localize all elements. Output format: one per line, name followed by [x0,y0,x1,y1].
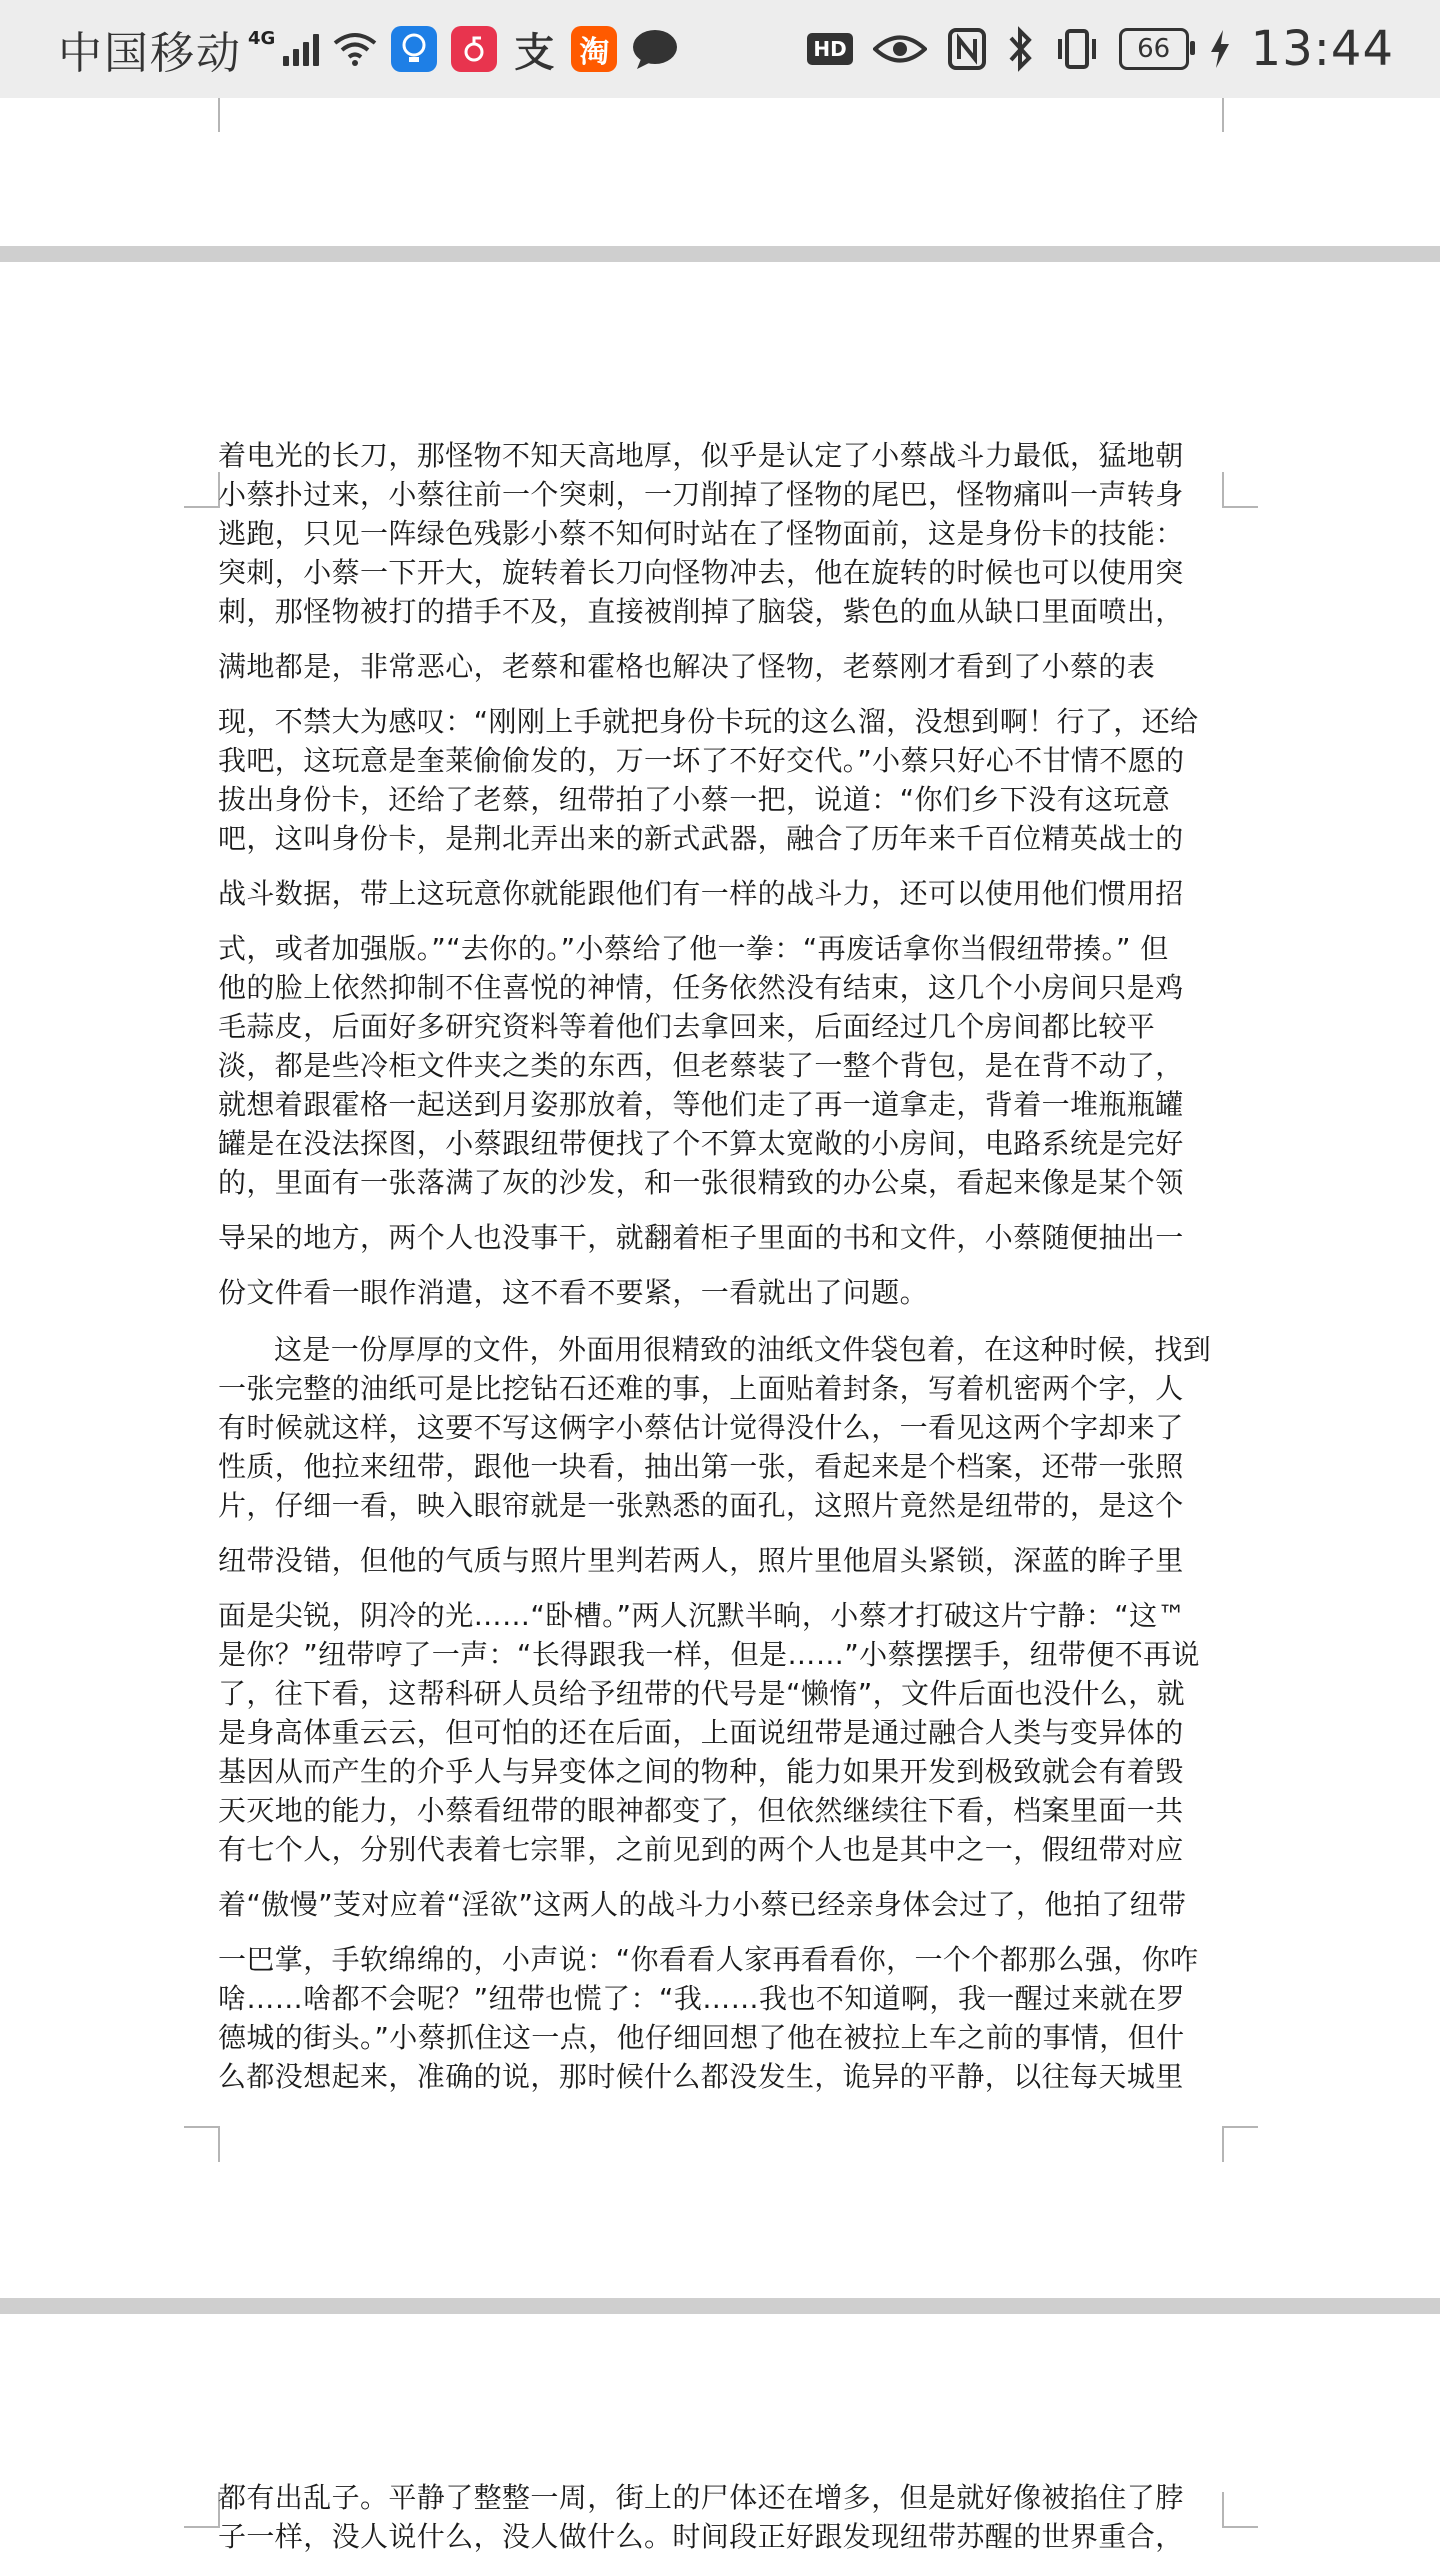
bluetooth-icon [1007,26,1035,72]
text-line: 着“傲慢”芰对应着“淫欲”这两人的战斗力小蔡已经亲身体会过了，他拍了纽带 [218,1888,1187,1921]
text-line: 着电光的长刀，那怪物不知天高地厚，似乎是认定了小蔡战斗力最低，猛地朝 [218,439,1184,472]
text-line: 就想着跟霍格一起送到月姿那放着，等他们走了再一道拿走，背着一堆瓶瓶罐 [218,1088,1184,1121]
text-line: 一巴掌，手软绵绵的，小声说：“你看看人家再看看你，一个个都那么强，你咋 [218,1943,1199,1976]
page-corner-mark [1222,2492,1258,2528]
text-line: 片，仔细一看，映入眼帘就是一张熟悉的面孔，这照片竟然是纽带的，是这个 [218,1489,1184,1522]
network-type-label: 4G [248,27,276,49]
text-line: 都有出乱子。平静了整整一周，街上的尸体还在增多，但是就好像被掐住了脖 [218,2481,1184,2514]
text-line: 是你？”纽带哼了一声：“长得跟我一样，但是……”小蔡摆摆手，纽带便不再说 [218,1638,1200,1671]
page-corner-mark [1222,472,1258,508]
text-line: 毛蒜皮，后面好多研究资料等着他们去拿回来，后面经过几个房间都比较平 [218,1010,1156,1043]
text-line: 式，或者加强版。”“去你的。”小蔡给了他一拳：“再废话拿你当假纽带揍。” 但 [218,932,1169,965]
text-line: 罐是在没法探图，小蔡跟纽带便找了个不算太宽敞的小房间，电路系统是完好 [218,1127,1184,1160]
page-3-text [218,2478,1222,2556]
text-line: 他的脸上依然抑制不住喜悦的神情，任务依然没有结束，这几个小房间只是鸡 [218,971,1184,1004]
vibrate-icon [1055,27,1099,71]
page-2-text [218,436,1222,2096]
text-line: 有时候就这样，这要不写这俩字小蔡估计觉得没什么，一看见这两个字却来了 [218,1411,1184,1444]
carrier-name: 中国移动 [58,28,242,79]
message-app-icon [631,27,679,71]
text-line: 淡，都是些冷柜文件夹之类的东西，但老蔡装了一整个背包，是在背不动了， [218,1049,1184,1082]
page-separator [0,2298,1440,2314]
text-line: 战斗数据，带上这玩意你就能跟他们有一样的战斗力，还可以使用他们惯用招 [218,877,1184,910]
text-line: 小蔡扑过来，小蔡往前一个突刺，一刀削掉了怪物的尾巴，怪物痛叫一声转身 [218,478,1184,511]
text-line: 一张完整的油纸可是比挖钻石还难的事，上面贴着封条，写着机密两个字，人 [218,1372,1184,1405]
hd-voice-badge: HD [807,33,852,65]
status-right-group [807,0,1394,98]
wifi-icon [333,31,377,67]
text-line: 突刺，小蔡一下开大，旋转着长刀向怪物冲去，他在旋转的时候也可以使用突 [218,556,1184,589]
text-line: 啥……啥都不会呢？”纽带也慌了：“我……我也不知道啊，我一醒过来就在罗 [218,1982,1186,2015]
lightbulb-app-icon [391,26,437,72]
status-left-group [58,0,679,98]
music-app-icon [451,26,497,72]
battery-indicator: 66 [1119,28,1189,70]
text-line: 是身高体重云云，但可怕的还在后面，上面说纽带是通过融合人类与变异体的 [218,1716,1184,1749]
text-line: 了，往下看，这帮科研人员给予纽带的代号是“懒惰”，文件后面也没什么，就 [218,1677,1186,1710]
signal-icon [283,32,319,66]
text-line: 满地都是，非常恶心，老蔡和霍格也解决了怪物，老蔡刚才看到了小蔡的表 [218,650,1156,683]
text-line: 有七个人，分别代表着七宗罪，之前见到的两个人也是其中之一，假纽带对应 [218,1833,1184,1866]
text-line: 刺，那怪物被打的措手不及，直接被削掉了脑袋，紫色的血从缺口里面喷出， [218,595,1184,628]
page-corner-mark [184,2126,220,2162]
page-corner-mark [184,98,220,132]
page-corner-mark [184,472,220,508]
text-line: 这是一份厚厚的文件，外面用很精致的油纸文件袋包着，在这种时候，找到 [274,1333,1212,1366]
text-line: 的，里面有一张落满了灰的沙发，和一张很精致的办公桌，看起来像是某个领 [218,1166,1184,1199]
page-separator [0,246,1440,262]
text-line: 份文件看一眼作消遣，这不看不要紧，一看就出了问题。 [218,1276,929,1309]
page-corner-mark [1222,98,1258,132]
charging-bolt-icon [1209,28,1231,70]
page-corner-mark [1222,2126,1258,2162]
text-line: 面是尖锐，阴冷的光……“卧槽。”两人沉默半晌，小蔡才打破这片宁静：“这™ [218,1599,1186,1632]
taobao-app-icon: 淘 [571,26,617,72]
nfc-icon [947,27,987,71]
text-line: 天灭地的能力，小蔡看纽带的眼神都变了，但依然继续往下看，档案里面一共 [218,1794,1184,1827]
text-line: 拔出身份卡，还给了老蔡，纽带拍了小蔡一把，说道：“你们乡下没有这玩意 [218,783,1171,816]
text-line: 基因从而产生的介乎人与异变体之间的物种，能力如果开发到极致就会有着毁 [218,1755,1184,1788]
text-line: 吧，这叫身份卡，是荆北弄出来的新式武器，融合了历年来千百位精英战士的 [218,822,1184,855]
text-line: 性质，他拉来纽带，跟他一块看，抽出第一张，看起来是个档案，还带一张照 [218,1450,1184,1483]
eye-comfort-icon [873,32,927,66]
text-line: 纽带没错，但他的气质与照片里判若两人，照片里他眉头紧锁，深蓝的眸子里 [218,1544,1184,1577]
status-clock: 13:44 [1250,21,1394,77]
document-viewer[interactable] [0,98,1440,2560]
text-line: 逃跑，只见一阵绿色残影小蔡不知何时站在了怪物面前，这是身份卡的技能： [218,517,1184,550]
alipay-app-icon: 支 [514,29,555,76]
text-line: 么都没想起来，准确的说，那时候什么都没发生，诡异的平静，以往每天城里 [218,2060,1184,2093]
text-line: 现，不禁大为感叹：“刚刚上手就把身份卡玩的这么溜，没想到啊！行了，还给 [218,705,1199,738]
text-line: 我吧，这玩意是奎莱偷偷发的，万一坏了不好交代。”小蔡只好心不甘情不愿的 [218,744,1185,777]
text-line: 德城的街头。”小蔡抓住这一点，他仔细回想了他在被拉上车之前的事情，但什 [218,2021,1185,2054]
text-line: 子一样，没人说什么，没人做什么。时间段正好跟发现纽带苏醒的世界重合， [218,2520,1184,2553]
text-line: 导呆的地方，两个人也没事干，就翻着柜子里面的书和文件，小蔡随便抽出一 [218,1221,1184,1254]
page-corner-mark [184,2492,220,2528]
status-bar [0,0,1440,98]
